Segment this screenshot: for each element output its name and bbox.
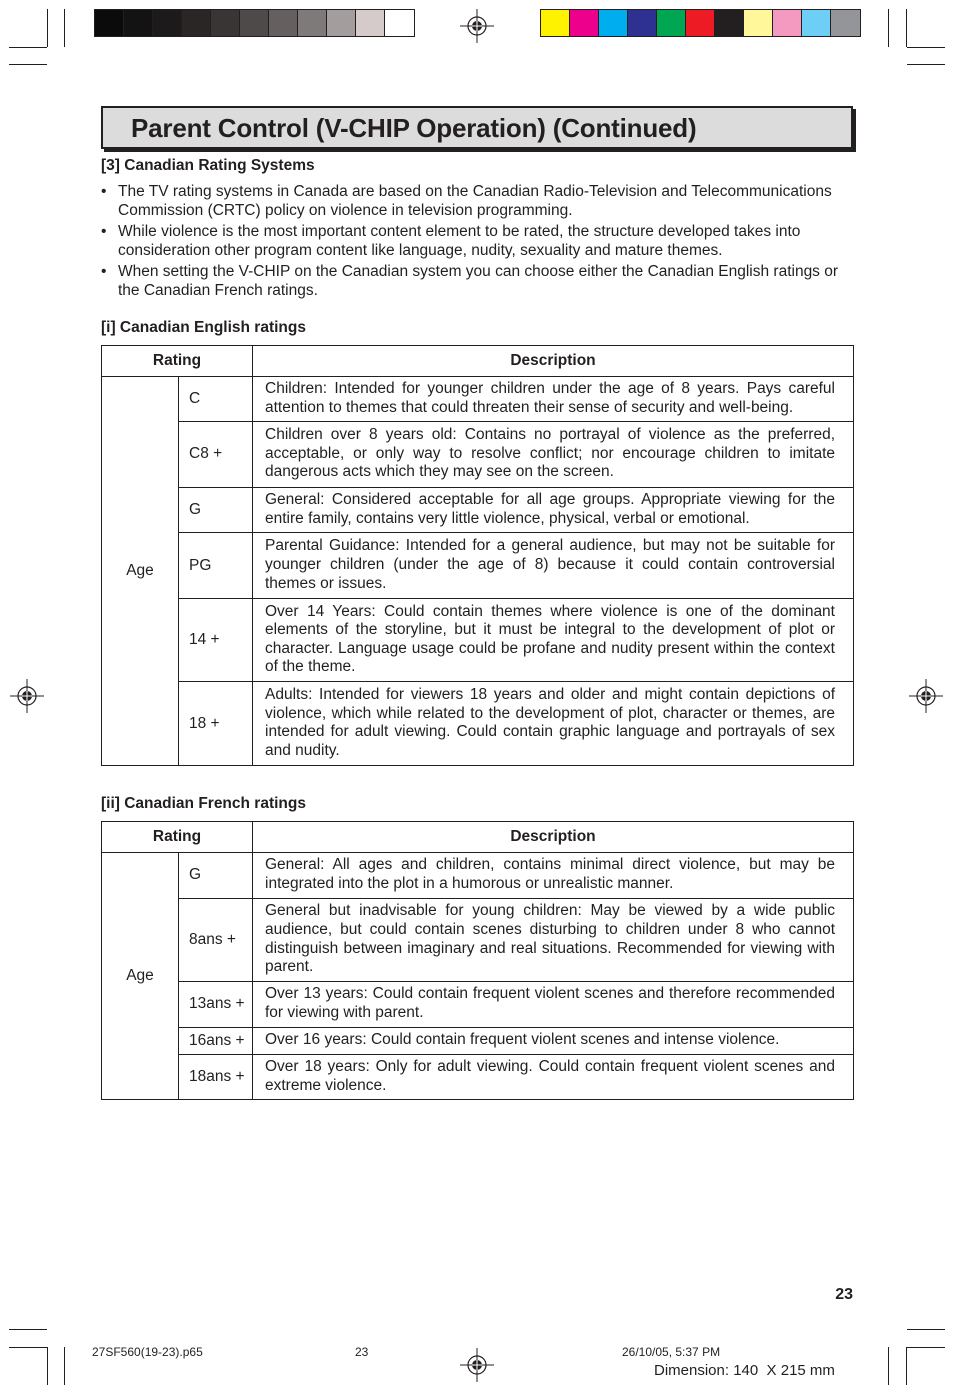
- color-swatch: [628, 10, 657, 36]
- rating-code: 16ans +: [179, 1028, 253, 1055]
- table-row: [102, 1055, 854, 1100]
- color-swatch: [657, 10, 686, 36]
- color-swatch: [240, 10, 269, 36]
- table-header-row: [102, 822, 854, 853]
- crop-mark: [907, 47, 945, 48]
- color-swatch: [269, 10, 298, 36]
- color-swatch: [541, 10, 570, 36]
- color-swatch: [298, 10, 327, 36]
- color-swatch: [744, 10, 773, 36]
- rating-description: Children over 8 years old: Contains no portrayal of violence as the preferred, acceptable, or only way to resolve conflict; nor encourage children to imitate dangerous acts which they may see on the screen.: [253, 422, 854, 488]
- rating-code: C8 +: [179, 422, 253, 488]
- age-group-cell: Age: [102, 853, 179, 1100]
- description-column-header: Description: [253, 822, 854, 853]
- crop-mark: [907, 64, 945, 65]
- table-row: [102, 533, 854, 599]
- section-heading: [3] Canadian Rating Systems: [101, 157, 315, 174]
- crop-mark: [907, 1329, 945, 1330]
- table-row: [102, 599, 854, 682]
- table-row: [102, 488, 854, 533]
- french-ratings-table: [101, 821, 854, 1100]
- age-group-cell: Age: [102, 377, 179, 766]
- table-header-row: [102, 346, 854, 377]
- rating-description: Parental Guidance: Intended for a general audience, but may not be suitable for younger children (under the age of 8) because it could contain controversial themes or issues.: [253, 533, 854, 599]
- rating-description: Over 13 years: Could contain frequent violent scenes and therefore recommended for viewing with parent.: [253, 982, 854, 1028]
- color-swatch: [95, 10, 124, 36]
- color-swatch: [570, 10, 599, 36]
- english-ratings-table: [101, 345, 854, 766]
- rating-description: Adults: Intended for viewers 18 years and older and might contain depictions of violence, which while related to the development of plot, character or themes, are intended for adult viewing. Could contain graphic language and portrayals of sex and nudity.: [253, 682, 854, 766]
- bullet-text: The TV rating systems in Canada are based on the Canadian Radio-Television and Telecommunications Commission (CRTC) policy on violence in television programming.: [118, 183, 832, 219]
- bullet-item: [101, 222, 853, 260]
- color-swatch: [686, 10, 715, 36]
- footer-timestamp: 26/10/05, 5:37 PM: [622, 1345, 721, 1359]
- crop-mark: [64, 9, 65, 47]
- rating-description: Children: Intended for younger children under the age of 8 years. Pays careful attention to themes that could threaten their sense of security and well-being.: [253, 377, 854, 422]
- page-title-box: [101, 106, 853, 149]
- table-row: [102, 422, 854, 488]
- color-swatch: [385, 10, 414, 36]
- rating-description: General but inadvisable for young children: May be viewed by a wide public audience, but could contain scenes disturbing to children under 8 who cannot distinguish between imaginary and real situations. Recommended for viewing with parent.: [253, 899, 854, 982]
- bullet-dot-icon: •: [101, 183, 107, 200]
- registration-crosshair-icon: [909, 679, 943, 713]
- color-swatch: [715, 10, 744, 36]
- crop-mark: [47, 1347, 48, 1385]
- crop-mark: [9, 1347, 47, 1348]
- rating-description: Over 16 years: Could contain frequent violent scenes and intense violence.: [253, 1028, 854, 1055]
- bullet-dot-icon: •: [101, 223, 107, 240]
- rating-code: PG: [179, 533, 253, 599]
- color-calibration-bar: [540, 9, 861, 37]
- bullet-item: [101, 182, 853, 220]
- page-number: 23: [835, 1286, 853, 1303]
- registration-crosshair-icon: [460, 1348, 494, 1382]
- crop-mark: [906, 9, 907, 47]
- rating-description: General: All ages and children, contains minimal direct violence, but may be integrated into the plot in a humorous or unrealistic manner.: [253, 853, 854, 899]
- table-row: [102, 1028, 854, 1055]
- table-row: [102, 853, 854, 899]
- crop-mark: [906, 1347, 907, 1385]
- color-swatch: [153, 10, 182, 36]
- bullet-item: [101, 262, 853, 300]
- bullet-dot-icon: •: [101, 263, 107, 280]
- footer-dimension: Dimension: 140 X 215 mm: [654, 1362, 835, 1379]
- grayscale-calibration-bar: [94, 9, 415, 37]
- rating-code: 14 +: [179, 599, 253, 682]
- rating-description: General: Considered acceptable for all age groups. Appropriate viewing for the entire family, contains very little violence, physical, verbal or emotional.: [253, 488, 854, 533]
- rating-code: 18ans +: [179, 1055, 253, 1100]
- rating-description: Over 14 Years: Could contain themes where violence is one of the dominant elements of the storyline, but it must be integral to the development of plot or character. Language usage could be profane and nudity present within the context of the theme.: [253, 599, 854, 682]
- rating-code: G: [179, 488, 253, 533]
- color-swatch: [831, 10, 860, 36]
- rating-code: 8ans +: [179, 899, 253, 982]
- english-ratings-heading: [i] Canadian English ratings: [101, 319, 306, 336]
- table-row: [102, 899, 854, 982]
- rating-code: G: [179, 853, 253, 899]
- color-swatch: [211, 10, 240, 36]
- rating-column-header: Rating: [102, 346, 253, 377]
- rating-code: 18 +: [179, 682, 253, 766]
- color-swatch: [802, 10, 831, 36]
- french-ratings-heading: [ii] Canadian French ratings: [101, 795, 306, 812]
- bullet-text: While violence is the most important content element to be rated, the structure developed takes into consideration other program content like language, nudity, sexuality and mature themes.: [118, 223, 801, 259]
- table-row: [102, 682, 854, 766]
- registration-crosshair-icon: [10, 679, 44, 713]
- crop-mark: [907, 1347, 945, 1348]
- bullet-text: When setting the V-CHIP on the Canadian system you can choose either the Canadian English ratings or the Canadian French ratings.: [118, 263, 839, 299]
- color-swatch: [124, 10, 153, 36]
- color-swatch: [773, 10, 802, 36]
- description-column-header: Description: [253, 346, 854, 377]
- table-row: [102, 982, 854, 1028]
- color-swatch: [182, 10, 211, 36]
- crop-mark: [888, 9, 889, 47]
- footer-page: 23: [355, 1345, 369, 1359]
- rating-code: C: [179, 377, 253, 422]
- rating-code: 13ans +: [179, 982, 253, 1028]
- registration-crosshair-icon: [460, 9, 494, 43]
- intro-bullet-list: [101, 182, 853, 302]
- page-title: Parent Control (V-CHIP Operation) (Continued): [131, 113, 697, 143]
- crop-mark: [9, 47, 47, 48]
- color-swatch: [356, 10, 385, 36]
- crop-mark: [9, 64, 47, 65]
- crop-mark: [64, 1347, 65, 1385]
- color-swatch: [599, 10, 628, 36]
- table-row: [102, 377, 854, 422]
- crop-mark: [888, 1347, 889, 1385]
- footer-filename: 27SF560(19-23).p65: [92, 1345, 203, 1359]
- rating-description: Over 18 years: Only for adult viewing. Could contain frequent violent scenes and extreme violence.: [253, 1055, 854, 1100]
- crop-mark: [9, 1329, 47, 1330]
- color-swatch: [327, 10, 356, 36]
- rating-column-header: Rating: [102, 822, 253, 853]
- crop-mark: [47, 9, 48, 47]
